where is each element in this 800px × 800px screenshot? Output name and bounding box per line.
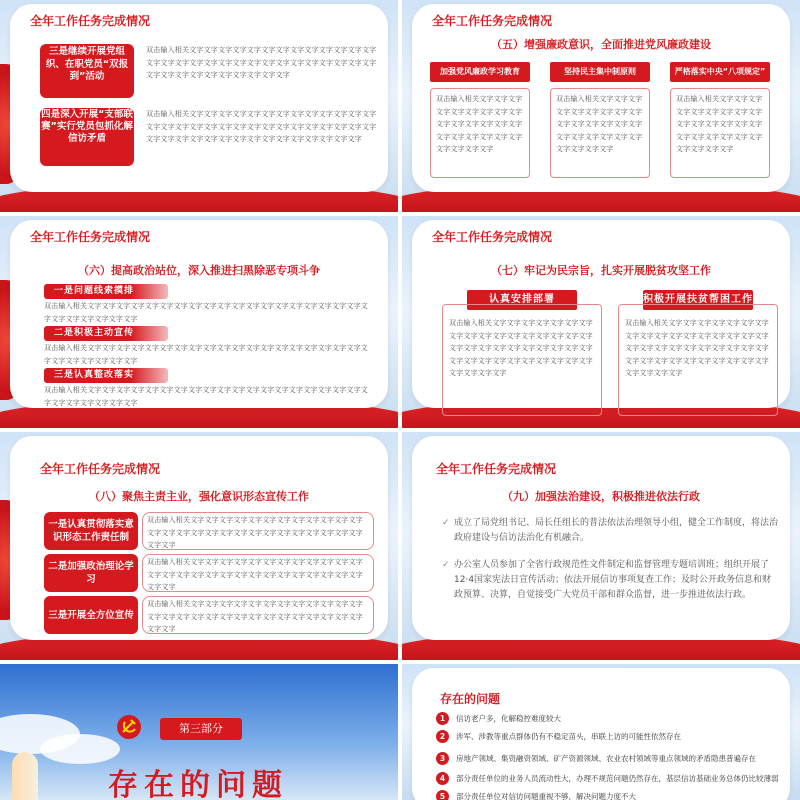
column	[430, 62, 530, 178]
column	[550, 62, 650, 178]
number-badge: 5	[436, 790, 449, 800]
bullet-item[interactable]	[442, 558, 778, 603]
item-text: 部分责任单位对信访问题重视不够，解决问题力度不大	[456, 792, 636, 800]
column-text[interactable]: 双击输入相关文字文字文字文字文字文字文字文字文字文字文字文字文字文字文字文字文字文字文字文字文字文字文字文字文字文字文字文字文字文字文字文字文字文字文字文字文字文字文字文字文字	[442, 304, 602, 416]
slide-subtitle: （五）增强廉政意识，全面推进党风廉政建设	[491, 38, 711, 51]
party-emblem-icon	[116, 714, 142, 740]
pillar-decoration	[12, 752, 38, 800]
item-label: 二是加强政治理论学习	[44, 554, 138, 592]
item-label: 三是开展全方位宣传	[44, 596, 138, 634]
list-item[interactable]	[436, 752, 776, 766]
number-badge: 4	[436, 772, 449, 785]
item-text: 涉军、涉教等重点群体仍有不稳定苗头，串联上访的可能性依然存在	[456, 732, 681, 741]
item-label: 一是认真贯彻落实意识形态工作责任制	[44, 512, 138, 550]
column	[618, 290, 778, 416]
number-badge: 1	[436, 712, 449, 725]
slide-subtitle: （九）加强法治建设，积极推进依法行政	[502, 490, 700, 503]
column-label: 严格落实中央“八项规定”	[670, 62, 770, 82]
slide-8[interactable]	[402, 664, 800, 800]
section-title: 存在的问题	[108, 768, 288, 800]
list-item[interactable]	[436, 790, 776, 800]
item-text: 信访老户多，化解稳控难度较大	[456, 714, 561, 723]
section-header: 全年工作任务完成情况	[30, 230, 151, 244]
item-label: 一是问题线索摸排	[44, 284, 168, 299]
list-item	[44, 554, 374, 592]
list-item	[44, 512, 374, 550]
slide-5[interactable]	[0, 432, 398, 660]
content-card	[10, 436, 388, 640]
section-header: 全年工作任务完成情况	[40, 462, 161, 476]
content-card	[10, 4, 388, 192]
list-item[interactable]	[436, 730, 776, 744]
slide-subtitle: （八）聚焦主责主业，强化意识形态宣传工作	[89, 490, 309, 503]
column-text[interactable]: 双击输入相关文字文字文字文字文字文字文字文字文字文字文字文字文字文字文字文字文字文字文字文字文字文字文字文字文字	[670, 88, 770, 178]
section-header: 存在的问题	[440, 692, 501, 706]
content-card	[10, 220, 388, 408]
column-label: 积极开展扶贫帮困工作	[643, 290, 753, 310]
slide-3[interactable]	[0, 216, 398, 428]
item-label: 二是积极主动宣传	[44, 326, 168, 341]
content-card	[412, 436, 790, 640]
bullet-text: 办公室人员参加了全省行政规范性文件制定和监督管理专题培训班；组织开展了12·4国家宪法日宣传活动；依法开展信访事项复查工作；及时公开政务信息和财政预算、决算，自觉接受广大党员干部和群众监督，进一步推进依法行政。	[454, 560, 772, 600]
check-icon: ✓	[442, 518, 450, 528]
list-item[interactable]	[436, 712, 776, 726]
content-card	[412, 220, 790, 408]
slide-subtitle: （六）提高政治站位，深入推进扫黑除恶专项斗争	[78, 264, 320, 277]
list-item	[44, 596, 374, 634]
slide-2[interactable]	[402, 0, 800, 212]
slide-6[interactable]	[402, 432, 800, 660]
number-badge: 2	[436, 730, 449, 743]
section-header: 全年工作任务完成情况	[432, 230, 553, 244]
section-header: 全年工作任务完成情况	[432, 14, 553, 28]
item-text[interactable]: 双击输入相关文字文字文字文字文字文字文字文字文字文字文字文字文字文字文字文字文字文字文字文字文字文字文字文字文字文字文字文字文字	[142, 596, 374, 634]
column	[442, 290, 602, 416]
item-label: 三是认真整改落实	[44, 368, 168, 383]
slide-4[interactable]	[402, 216, 800, 428]
check-icon: ✓	[442, 560, 450, 570]
column-text[interactable]: 双击输入相关文字文字文字文字文字文字文字文字文字文字文字文字文字文字文字文字文字文字文字文字文字文字文字文字文字文字文字文字文字文字文字文字文字文字文字文字文字文字文字文字文字	[618, 304, 778, 416]
section-header: 全年工作任务完成情况	[30, 14, 151, 28]
column-text[interactable]: 双击输入相关文字文字文字文字文字文字文字文字文字文字文字文字文字文字文字文字文字文字文字文字文字文字文字文字文字	[550, 88, 650, 178]
item-text[interactable]: 双击输入相关文字文字文字文字文字文字文字文字文字文字文字文字文字文字文字文字文字文字文字文字文字文字文字文字文字文字文字文字文字	[142, 554, 374, 592]
item-text[interactable]: 双击输入相关文字文字文字文字文字文字文字文字文字文字文字文字文字文字文字文字文字文字文字文字文字文字文字文字文字文字	[44, 386, 368, 407]
bullet-text: 成立了局党组书记、局长任组长的普法依法治理领导小组，健全工作制度，将法治政府建设与信访法治化有机融合。	[454, 518, 779, 543]
item-text[interactable]: 双击输入相关文字文字文字文字文字文字文字文字文字文字文字文字文字文字文字文字文字文字文字文字文字文字文字文字文字文字	[44, 344, 368, 365]
content-card	[412, 4, 790, 192]
slide-1[interactable]	[0, 0, 398, 212]
item-text[interactable]: 双击输入相关文字文字文字文字文字文字文字文字文字文字文字文字文字文字文字文字文字文字文字文字文字文字文字文字文字文字文字文字文字文字文字文字文字文字文字文字文字文字文字文字文字文字文字文字	[146, 110, 377, 143]
number-badge: 3	[436, 752, 449, 765]
section-header: 全年工作任务完成情况	[436, 462, 557, 476]
column	[670, 62, 770, 178]
item-label: 三是继续开展党组织、在职党员“双报到”活动	[40, 44, 134, 98]
column-label: 坚持民主集中制原则	[550, 62, 650, 82]
list-item[interactable]	[436, 772, 779, 786]
item-text[interactable]: 双击输入相关文字文字文字文字文字文字文字文字文字文字文字文字文字文字文字文字文字文字文字文字文字文字文字文字文字文字文字文字文字文字文字文字文字文字文字文字文字文字文字	[146, 46, 377, 79]
item-label: 四是深入开展“支部联赛”实行党员包抓化解信访矛盾	[40, 108, 134, 166]
column-label: 加强党风廉政学习教育	[430, 62, 530, 82]
item-text: 部分责任单位的业务人员流动性大，办理不规范问题仍然存在，基层信访基础业务总体仍比较薄弱	[456, 774, 779, 783]
item-text: 房地产领域、集资融资领域、矿产资源领域、农业农村领域等重点领域的矛盾隐患普遍存在	[456, 754, 756, 763]
slide-7[interactable]	[0, 664, 398, 800]
column-text[interactable]: 双击输入相关文字文字文字文字文字文字文字文字文字文字文字文字文字文字文字文字文字文字文字文字文字文字文字文字文字	[430, 88, 530, 178]
slide-subtitle: （七）牢记为民宗旨，扎实开展脱贫攻坚工作	[491, 264, 711, 277]
item-text[interactable]: 双击输入相关文字文字文字文字文字文字文字文字文字文字文字文字文字文字文字文字文字文字文字文字文字文字文字文字文字文字文字文字文字	[142, 512, 374, 550]
column-label: 认真安排部署	[467, 290, 577, 310]
part-label: 第三部分	[160, 718, 242, 740]
item-text[interactable]: 双击输入相关文字文字文字文字文字文字文字文字文字文字文字文字文字文字文字文字文字文字文字文字文字文字文字文字文字文字	[44, 302, 368, 323]
bullet-item[interactable]	[442, 516, 778, 546]
